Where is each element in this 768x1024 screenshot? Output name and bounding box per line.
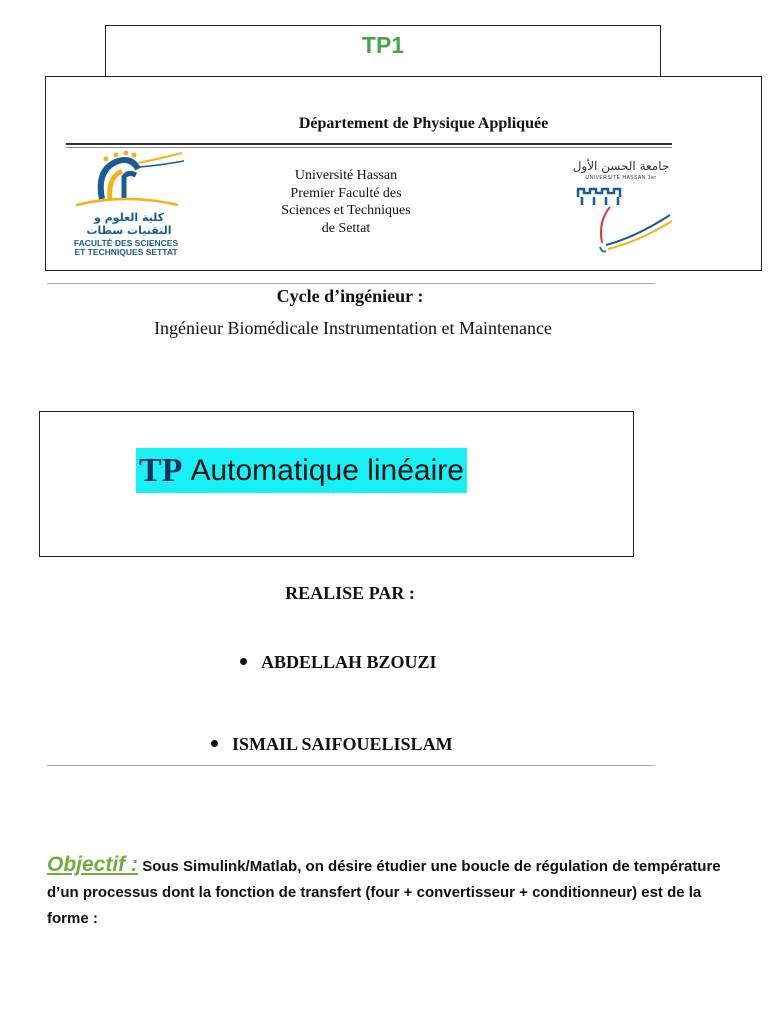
- author-item: [211, 734, 453, 755]
- realise-par-heading: REALISE PAR :: [285, 583, 415, 603]
- fst-emblem-icon: [66, 149, 186, 211]
- uh1-logo-english: UNIVERSITÉ HASSAN 1er: [585, 175, 657, 181]
- department-rule: [66, 143, 672, 145]
- objectif-label: Objectif :: [47, 853, 139, 876]
- uh1-emblem-icon: [566, 181, 676, 261]
- author-item: [240, 652, 437, 673]
- fst-logo-french-line2: ET TECHNIQUES SETTAT: [74, 247, 178, 257]
- author-name: ISMAIL SAIFOUELISLAM: [232, 734, 453, 754]
- university-line-4: de Settat: [321, 220, 371, 236]
- department-rule-thin: [66, 147, 672, 148]
- title-text: Automatique linéaire: [190, 453, 464, 487]
- department-title: Département de Physique Appliquée: [298, 115, 549, 132]
- bullet-icon: [240, 658, 247, 665]
- objectif-text: Sous Simulink/Matlab, on désire étudier une boucle de régulation de température d’un processus dont la fonction de transfert (four + convertisseur + conditionneur) est de la forme :: [47, 858, 721, 927]
- title-highlight: [136, 448, 467, 493]
- program-name: Ingénieur Biomédicale Instrumentation et Maintenance: [154, 318, 552, 338]
- fst-logo-arabic: كلية العلوم و التقنيات سطات: [86, 211, 172, 237]
- fst-logo-french: [66, 239, 186, 257]
- cycle-heading: Cycle d’ingénieur :: [276, 286, 424, 306]
- title-tp: TP: [139, 451, 183, 489]
- uh1-logo: [566, 159, 676, 259]
- fst-logo-french-line1: FACULTÉ DES SCIENCES: [73, 238, 179, 248]
- header-box: [45, 76, 762, 271]
- section-rule-top: [47, 283, 655, 284]
- tp-label: TP1: [361, 32, 405, 58]
- university-line-2: Premier Faculté des: [290, 185, 402, 201]
- title-box: [39, 411, 634, 557]
- fst-settat-logo: [66, 149, 186, 259]
- bullet-icon: [211, 740, 218, 747]
- university-name: [246, 167, 446, 237]
- author-name: ABDELLAH BZOUZI: [261, 652, 437, 672]
- objectif-paragraph: [47, 852, 727, 932]
- tp-label-box: [105, 25, 661, 77]
- university-line-3: Sciences et Techniques: [281, 203, 411, 218]
- university-line-1: Université Hassan: [294, 168, 398, 183]
- uh1-logo-arabic: جامعة الحسن الأول: [572, 159, 670, 173]
- section-rule-bottom: [47, 765, 655, 766]
